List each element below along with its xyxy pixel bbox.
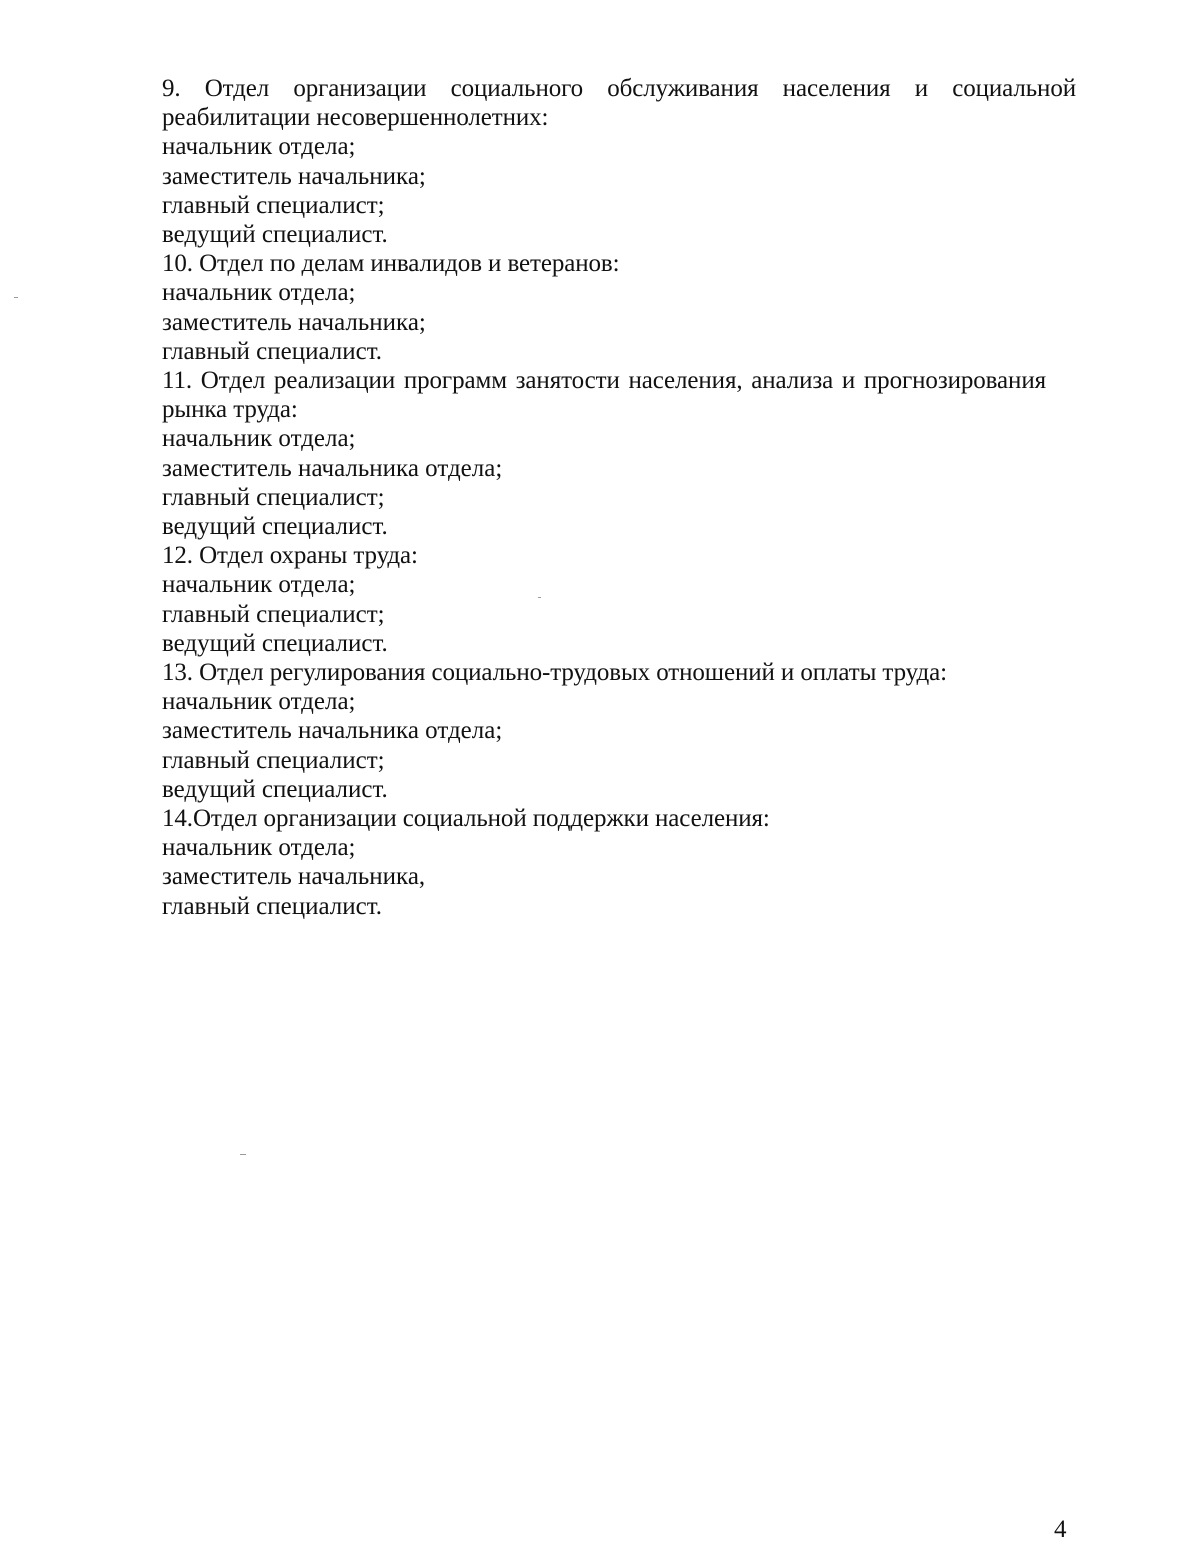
staff-position: главный специалист; [162, 600, 385, 628]
scan-speck [538, 597, 541, 598]
section-title: 10. Отдел по делам инвалидов и ветеранов: [162, 250, 620, 278]
staff-position: заместитель начальника отдела; [162, 717, 503, 745]
page-number: 4 [1054, 1516, 1067, 1543]
staff-position: начальник отдела; [162, 279, 356, 307]
staff-position: начальник отдела; [162, 425, 356, 453]
staff-position: ведущий специалист. [162, 775, 388, 803]
section-title: 12. Отдел охраны труда: [162, 542, 418, 570]
section-title: 11. Отдел реализации программ занятости населения, анализа и прогнозирования рынка труда: [162, 367, 1046, 424]
staff-position: главный специалист; [162, 746, 385, 774]
scan-speck [240, 1154, 246, 1155]
staff-position: главный специалист; [162, 191, 385, 219]
staff-position: заместитель начальника, [162, 863, 426, 891]
staff-position: начальник отдела; [162, 571, 356, 599]
staff-position: главный специалист. [162, 892, 383, 920]
document-body [162, 74, 1076, 921]
staff-position: заместитель начальника отдела; [162, 454, 503, 482]
staff-position: начальник отдела; [162, 688, 356, 716]
staff-position: главный специалист; [162, 483, 385, 511]
scan-speck [14, 297, 18, 298]
staff-position: ведущий специалист. [162, 513, 388, 541]
section-title: 14.Отдел организации социальной поддержки населения: [162, 805, 770, 833]
staff-position: заместитель начальника; [162, 162, 426, 190]
staff-position: главный специалист. [162, 337, 383, 365]
staff-position: начальник отдела; [162, 834, 356, 862]
staff-position: заместитель начальника; [162, 308, 426, 336]
staff-position: начальник отдела; [162, 133, 356, 161]
section-title: 9. Отдел организации социального обслуживания населения и социальной реабилитации несовершеннолетних: [162, 75, 1076, 132]
staff-position: ведущий специалист. [162, 629, 388, 657]
section-title: 13. Отдел регулирования социально-трудовых отношений и оплаты труда: [162, 659, 947, 687]
staff-position: ведущий специалист. [162, 221, 388, 249]
